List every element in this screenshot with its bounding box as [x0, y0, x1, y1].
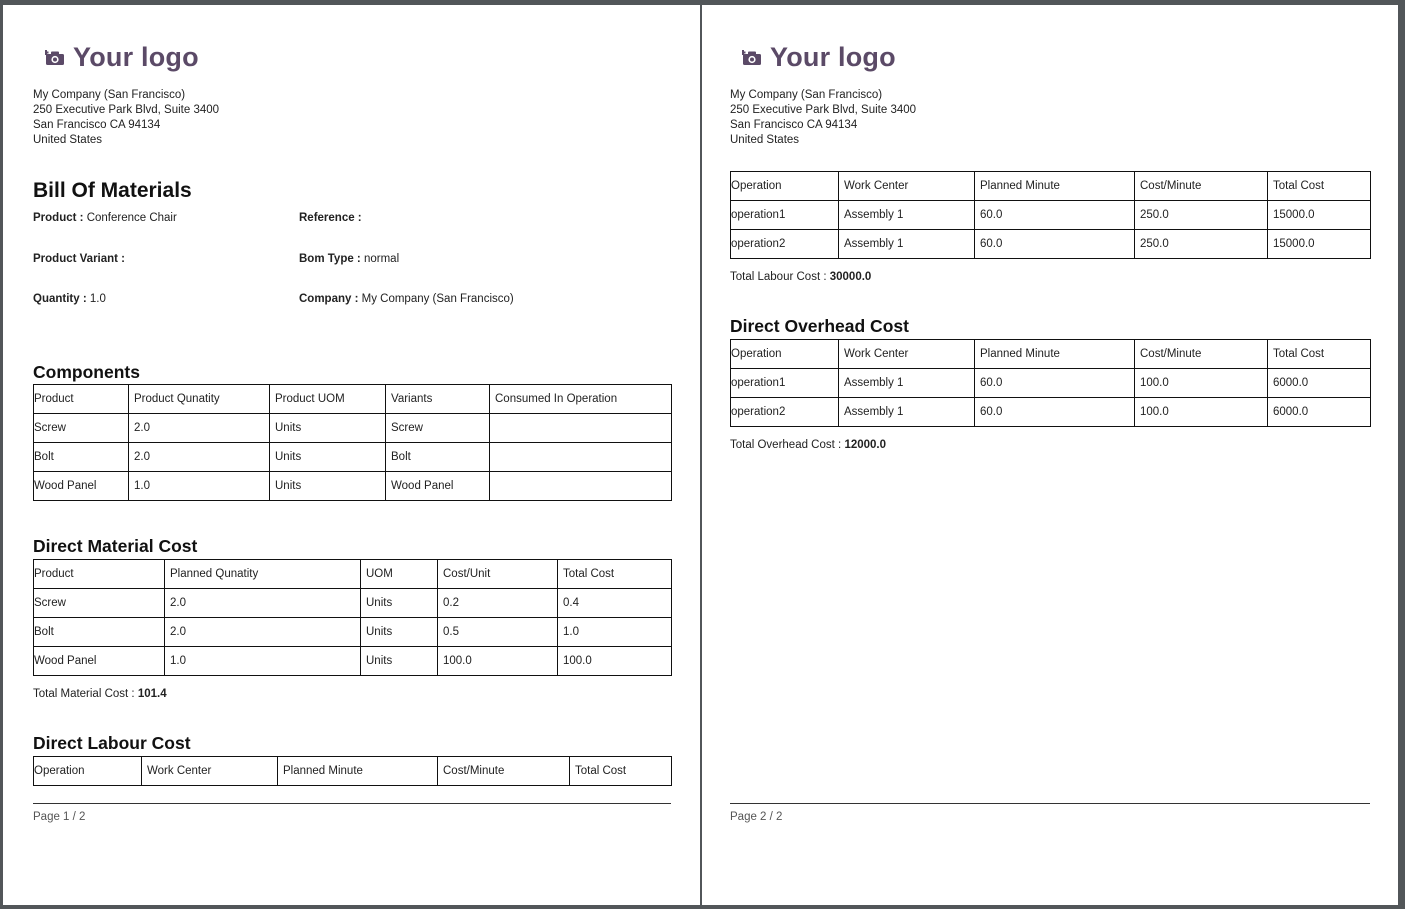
field-value: normal [363, 253, 400, 265]
column-header: Product [34, 385, 129, 414]
table-row [34, 647, 672, 676]
labour-cost-table [730, 171, 1371, 259]
table-cell: 100.0 [438, 647, 558, 676]
column-header: Operation [34, 757, 142, 786]
column-header: Variants [386, 385, 490, 414]
table-row [34, 472, 672, 501]
table-cell: 15000.0 [1268, 230, 1371, 259]
table-cell: 250.0 [1135, 230, 1268, 259]
total-value: 12000.0 [844, 439, 887, 451]
report-page-1 [3, 5, 700, 905]
total-material-cost [33, 688, 167, 700]
field-label: Quantity : [33, 293, 87, 305]
logo-text: Your logo [73, 42, 199, 72]
components-heading: Components [33, 362, 140, 382]
table-cell: Units [270, 472, 386, 501]
field-label: Product : [33, 212, 84, 224]
column-header: Operation [731, 172, 839, 201]
components-table [33, 384, 672, 501]
total-value: 30000.0 [829, 271, 872, 283]
table-cell: Units [270, 443, 386, 472]
field-label: Bom Type : [299, 253, 361, 265]
total-value: 101.4 [137, 688, 167, 700]
column-header: Planned Minute [278, 757, 438, 786]
address-line: 250 Executive Park Blvd, Suite 3400 [33, 104, 220, 116]
table-cell: 0.5 [438, 618, 558, 647]
document-title: Bill Of Materials [33, 179, 192, 202]
address-line: San Francisco CA 94134 [730, 119, 858, 131]
table-cell: operation2 [731, 230, 839, 259]
table-cell: 15000.0 [1268, 201, 1371, 230]
total-labour-cost [730, 271, 871, 283]
page-number: Page 2 / 2 [730, 811, 783, 823]
table-cell [490, 414, 672, 443]
table-cell: Screw [386, 414, 490, 443]
total-label: Total Overhead Cost : [730, 439, 842, 451]
field-label: Company : [299, 293, 359, 305]
table-cell: 2.0 [165, 589, 361, 618]
table-cell: Wood Panel [386, 472, 490, 501]
table-header-row [34, 757, 672, 786]
column-header: Cost/Minute [438, 757, 570, 786]
company-address [33, 88, 219, 148]
logo-text: Your logo [770, 42, 896, 72]
field-label: Product Variant : [33, 253, 126, 265]
table-cell: 60.0 [975, 230, 1135, 259]
table-cell: Units [270, 414, 386, 443]
address-line: 250 Executive Park Blvd, Suite 3400 [730, 104, 917, 116]
column-header: Product Qunatity [129, 385, 270, 414]
footer-divider [730, 803, 1370, 804]
field-value: My Company (San Francisco) [361, 293, 514, 305]
column-header: Total Cost [570, 757, 672, 786]
table-cell: 6000.0 [1268, 398, 1371, 427]
table-cell: 1.0 [165, 647, 361, 676]
report-page-2 [702, 5, 1398, 905]
table-cell: Bolt [34, 443, 129, 472]
table-row [34, 618, 672, 647]
column-header: Product [34, 560, 165, 589]
table-cell: Units [361, 647, 438, 676]
table-cell: 1.0 [558, 618, 672, 647]
table-header-row [34, 560, 672, 589]
column-header: Total Cost [1268, 340, 1371, 369]
footer-divider [33, 803, 671, 804]
column-header: Planned Minute [975, 340, 1135, 369]
column-header: Work Center [142, 757, 278, 786]
table-cell: 60.0 [975, 201, 1135, 230]
address-line: My Company (San Francisco) [730, 89, 883, 101]
table-cell: 2.0 [129, 443, 270, 472]
column-header: Cost/Unit [438, 560, 558, 589]
table-cell: Screw [34, 589, 165, 618]
table-cell: Assembly 1 [839, 369, 975, 398]
address-line: United States [730, 134, 800, 146]
material-cost-heading: Direct Material Cost [33, 536, 198, 556]
table-cell: Assembly 1 [839, 398, 975, 427]
reference-field [299, 212, 362, 224]
product-variant-field [33, 253, 125, 265]
table-cell: Wood Panel [34, 647, 165, 676]
table-row [34, 414, 672, 443]
page-number: Page 1 / 2 [33, 811, 86, 823]
table-cell: Screw [34, 414, 129, 443]
table-row [731, 398, 1371, 427]
column-header: Total Cost [558, 560, 672, 589]
table-cell: operation1 [731, 369, 839, 398]
table-header-row [731, 172, 1371, 201]
company-logo [45, 42, 199, 73]
table-cell: 250.0 [1135, 201, 1268, 230]
table-row [731, 369, 1371, 398]
field-label: Reference : [299, 212, 362, 224]
bom-type-field [299, 253, 399, 265]
table-cell: 0.4 [558, 589, 672, 618]
table-cell: 100.0 [1135, 369, 1268, 398]
overhead-cost-table [730, 339, 1371, 427]
product-field [33, 212, 177, 224]
overhead-cost-heading: Direct Overhead Cost [730, 316, 909, 336]
table-cell: Assembly 1 [839, 230, 975, 259]
table-cell [490, 472, 672, 501]
company-field [299, 293, 514, 305]
total-label: Total Material Cost : [33, 688, 135, 700]
table-row [34, 443, 672, 472]
table-row [731, 230, 1371, 259]
camera-icon [45, 50, 65, 66]
table-cell: 60.0 [975, 398, 1135, 427]
column-header: Work Center [839, 172, 975, 201]
column-header: Product UOM [270, 385, 386, 414]
company-address [730, 88, 916, 148]
material-cost-table [33, 559, 672, 676]
table-cell: 0.2 [438, 589, 558, 618]
table-cell: Bolt [34, 618, 165, 647]
table-cell: 100.0 [558, 647, 672, 676]
field-value: 1.0 [89, 293, 106, 305]
table-cell: Units [361, 618, 438, 647]
table-cell: 60.0 [975, 369, 1135, 398]
address-line: San Francisco CA 94134 [33, 119, 161, 131]
labour-cost-table-header [33, 756, 672, 786]
table-cell: 1.0 [129, 472, 270, 501]
table-cell: Units [361, 589, 438, 618]
table-cell: Assembly 1 [839, 201, 975, 230]
column-header: Operation [731, 340, 839, 369]
table-cell [490, 443, 672, 472]
table-cell: Bolt [386, 443, 490, 472]
table-cell: Wood Panel [34, 472, 129, 501]
column-header: Cost/Minute [1135, 172, 1268, 201]
table-row [731, 201, 1371, 230]
table-header-row [34, 385, 672, 414]
total-label: Total Labour Cost : [730, 271, 827, 283]
total-overhead-cost [730, 439, 886, 451]
field-value: Conference Chair [86, 212, 177, 224]
quantity-field [33, 293, 106, 305]
column-header: UOM [361, 560, 438, 589]
table-cell: 2.0 [165, 618, 361, 647]
camera-icon [742, 50, 762, 66]
column-header: Planned Minute [975, 172, 1135, 201]
table-cell: 6000.0 [1268, 369, 1371, 398]
address-line: My Company (San Francisco) [33, 89, 186, 101]
table-cell: operation2 [731, 398, 839, 427]
column-header: Cost/Minute [1135, 340, 1268, 369]
table-cell: 2.0 [129, 414, 270, 443]
column-header: Work Center [839, 340, 975, 369]
table-cell: 100.0 [1135, 398, 1268, 427]
labour-cost-heading: Direct Labour Cost [33, 733, 191, 753]
company-logo [742, 42, 896, 73]
column-header: Planned Qunatity [165, 560, 361, 589]
table-header-row [731, 340, 1371, 369]
column-header: Total Cost [1268, 172, 1371, 201]
column-header: Consumed In Operation [490, 385, 672, 414]
table-row [34, 589, 672, 618]
address-line: United States [33, 134, 103, 146]
table-cell: operation1 [731, 201, 839, 230]
